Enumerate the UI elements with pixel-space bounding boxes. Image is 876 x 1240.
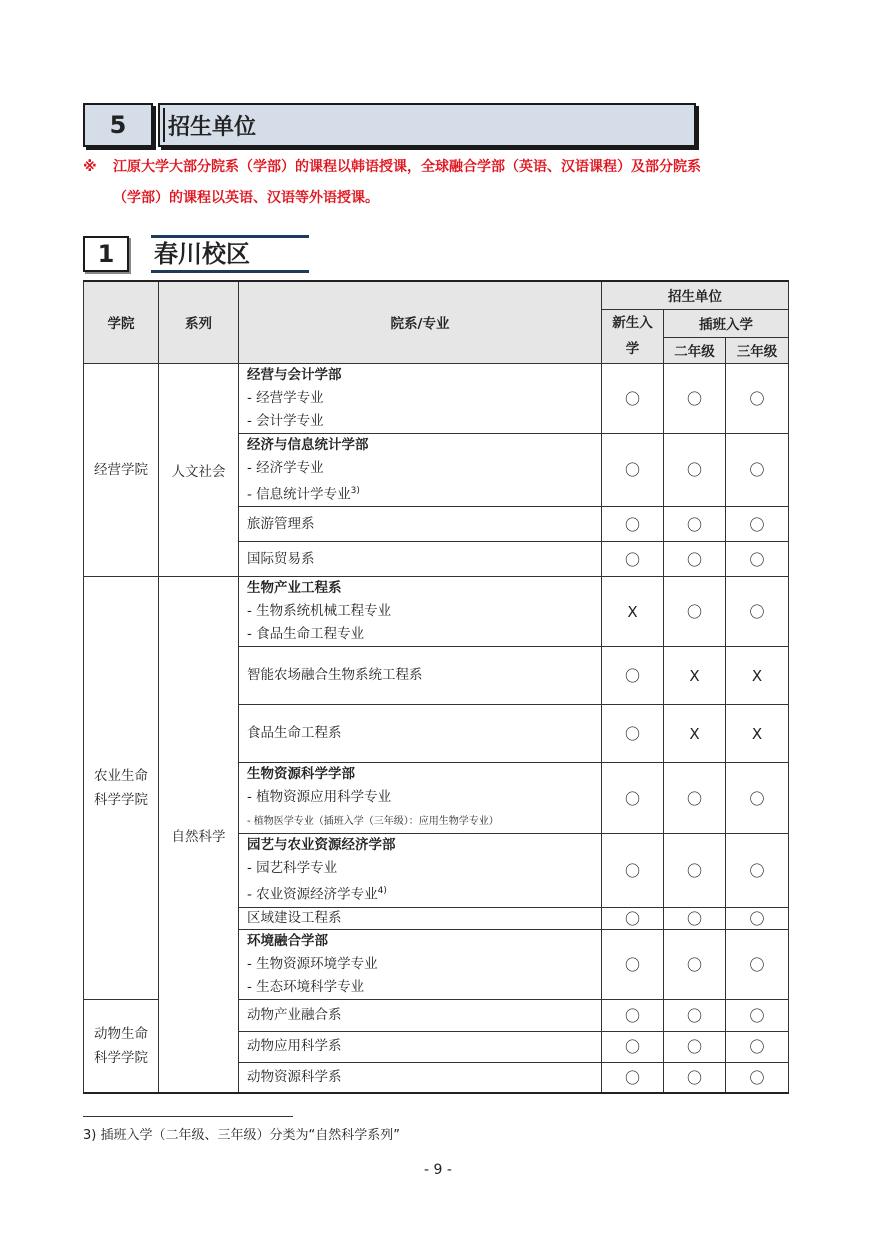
footnote-ref: 4) <box>377 886 387 896</box>
table-row <box>84 363 789 433</box>
second-mark: 〇 <box>664 363 726 433</box>
third-mark: X <box>726 705 789 763</box>
program-line: - 生态环境科学专业 <box>247 978 365 995</box>
second-mark: X <box>664 705 726 763</box>
college-name-line: 科学学院 <box>94 1049 148 1066</box>
third-mark: 〇 <box>726 363 789 433</box>
second-mark: 〇 <box>664 834 726 908</box>
program-cell <box>239 647 602 705</box>
third-mark: 〇 <box>726 433 789 507</box>
second-mark: 〇 <box>664 507 726 542</box>
second-mark: 〇 <box>664 907 726 929</box>
fresh-mark: 〇 <box>602 542 664 577</box>
fresh-mark: 〇 <box>602 1062 664 1093</box>
fresh-mark: 〇 <box>602 647 664 705</box>
third-mark: 〇 <box>726 999 789 1031</box>
program-cell <box>239 433 602 507</box>
series-cell: 人文社会 <box>159 363 239 577</box>
fresh-mark: 〇 <box>602 834 664 908</box>
campus-title: 春川校区 <box>151 235 309 273</box>
college-name-line: 动物生命 <box>94 1025 148 1042</box>
third-mark: 〇 <box>726 577 789 647</box>
page-number: - 9 - <box>424 1162 452 1178</box>
fresh-mark: 〇 <box>602 1031 664 1062</box>
program-cell <box>239 907 602 929</box>
second-mark: 〇 <box>664 929 726 999</box>
fresh-mark: 〇 <box>602 507 664 542</box>
program-line: 动物产业融合系 <box>247 1006 342 1023</box>
fresh-mark: 〇 <box>602 433 664 507</box>
program-cell <box>239 763 602 834</box>
second-mark: 〇 <box>664 542 726 577</box>
third-mark: 〇 <box>726 542 789 577</box>
program-line: - 植物医学专业（插班入学（三年级）：应用生物学专业） <box>247 816 499 827</box>
program-line: - 经济学专业 <box>247 459 324 476</box>
header-second-year: 二年级 <box>664 337 726 363</box>
program-cell <box>239 542 602 577</box>
second-mark: 〇 <box>664 763 726 834</box>
program-line: - 经营学专业 <box>247 389 324 406</box>
second-mark: 〇 <box>664 433 726 507</box>
section-number: 5 <box>83 103 153 147</box>
program-division: 经营与会计学部 <box>247 366 342 383</box>
third-mark: 〇 <box>726 1031 789 1062</box>
college-name-line: 农业生命 <box>94 767 148 784</box>
second-mark: 〇 <box>664 1062 726 1093</box>
third-mark: 〇 <box>726 929 789 999</box>
table-row <box>84 577 789 647</box>
fresh-mark: 〇 <box>602 929 664 999</box>
fresh-mark: 〇 <box>602 363 664 433</box>
program-cell <box>239 1031 602 1062</box>
third-mark: 〇 <box>726 834 789 908</box>
second-mark: 〇 <box>664 577 726 647</box>
program-line: - 农业资源经济学专业$^{4)}$ <box>247 886 387 903</box>
program-division: 经济与信息统计学部 <box>247 436 369 453</box>
program-line: 国际贸易系 <box>247 550 315 567</box>
program-line: 区域建设工程系 <box>247 910 342 926</box>
program-line: 动物资源科学系 <box>247 1068 342 1085</box>
program-cell <box>239 363 602 433</box>
program-line: 旅游管理系 <box>247 515 315 532</box>
header-series: 系列 <box>159 281 239 363</box>
third-mark: 〇 <box>726 507 789 542</box>
third-mark: 〇 <box>726 763 789 834</box>
program-cell <box>239 834 602 908</box>
program-cell <box>239 1062 602 1093</box>
admission-table <box>83 280 789 1094</box>
note-mark: ※ <box>83 159 97 175</box>
program-line: 食品生命工程系 <box>247 725 342 741</box>
campus-number: 1 <box>83 236 129 272</box>
third-mark: X <box>726 647 789 705</box>
footnote-divider <box>83 1116 293 1117</box>
header-program: 院系/专业 <box>239 281 602 363</box>
header-college: 学院 <box>84 281 159 363</box>
fresh-mark: 〇 <box>602 999 664 1031</box>
header-transfer: 插班入学 <box>664 309 789 337</box>
program-cell <box>239 999 602 1031</box>
program-line: - 食品生命工程专业 <box>247 626 365 642</box>
fresh-mark: 〇 <box>602 763 664 834</box>
section-title: 招生单位 <box>158 103 696 147</box>
program-cell <box>239 507 602 542</box>
note-line-2: （学部）的课程以英语、汉语等外语授课。 <box>113 190 379 206</box>
program-division: 生物产业工程系 <box>247 580 342 596</box>
program-cell <box>239 577 602 647</box>
program-line: - 会计学专业 <box>247 412 324 429</box>
program-line: - 园艺科学专业 <box>247 860 338 876</box>
program-division: 园艺与农业资源经济学部 <box>247 837 396 853</box>
program-line: - 植物资源应用科学专业 <box>247 789 392 805</box>
second-mark: 〇 <box>664 999 726 1031</box>
header-freshman: 新生入学 <box>602 309 664 363</box>
header-units: 招生单位 <box>602 281 789 309</box>
note-line-1: 江原大学大部分院系（学部）的课程以韩语授课，全球融合学部（英语、汉语课程）及部分院系 <box>113 159 701 175</box>
program-line: - 生物资源环境学专业 <box>247 955 378 972</box>
program-cell <box>239 705 602 763</box>
program-line: 动物应用科学系 <box>247 1038 342 1054</box>
program-division: 环境融合学部 <box>247 932 328 949</box>
college-cell <box>84 999 159 1093</box>
fresh-mark: 〇 <box>602 705 664 763</box>
program-line: - 信息统计学专业$^{3)}$ <box>247 485 360 502</box>
third-mark: 〇 <box>726 1062 789 1093</box>
college-cell <box>84 577 159 1000</box>
fresh-mark: 〇 <box>602 907 664 929</box>
series-cell: 自然科学 <box>159 577 239 1094</box>
college-name-line: 科学学院 <box>94 791 148 808</box>
program-division: 生物资源科学学部 <box>247 766 355 782</box>
third-mark: 〇 <box>726 907 789 929</box>
header-third-year: 三年级 <box>726 337 789 363</box>
second-mark: X <box>664 647 726 705</box>
footnote-ref: 3) <box>350 485 360 496</box>
program-cell <box>239 929 602 999</box>
program-line: - 生物系统机械工程专业 <box>247 603 392 619</box>
language-note <box>83 152 803 214</box>
program-line: 智能农场融合生物系统工程系 <box>247 667 423 683</box>
footnote: 3) 插班入学（二年级、三年级）分类为“自然科学系列” <box>83 1128 400 1143</box>
second-mark: 〇 <box>664 1031 726 1062</box>
fresh-mark: X <box>602 577 664 647</box>
college-cell: 经营学院 <box>84 363 159 577</box>
